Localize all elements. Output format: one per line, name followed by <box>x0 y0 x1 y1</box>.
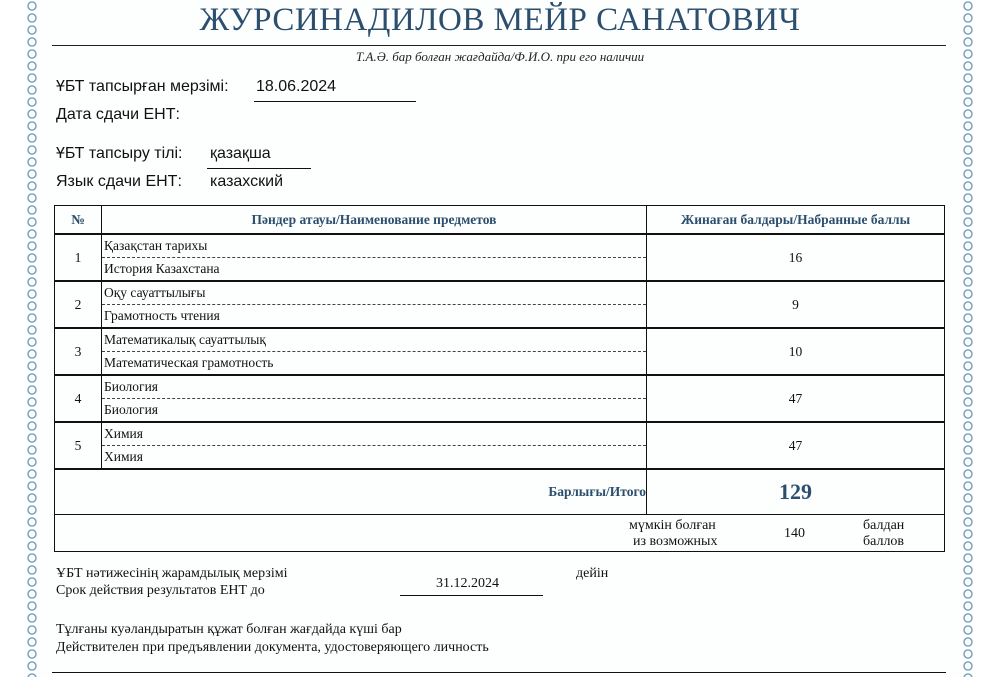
subject-name-kz: Математикалық сауаттылық <box>102 329 646 352</box>
exam-date-label-kz: ҰБТ тапсырған мерзімі: <box>56 78 229 95</box>
table-row <box>55 422 945 469</box>
max-row <box>55 515 945 552</box>
total-value: 129 <box>647 469 945 515</box>
subject-cell <box>102 234 647 281</box>
max-unit-ru: баллов <box>863 534 905 549</box>
subject-name-ru: История Казахстана <box>104 261 220 276</box>
full-name-caption: Т.А.Ә. бар болған жағдайда/Ф.И.О. при его наличии <box>355 49 645 64</box>
subject-name-ru: Грамотность чтения <box>104 308 220 323</box>
validity-label-ru: Срок действия результатов ЕНТ до <box>56 583 265 598</box>
exam-lang-value-ru: казахский <box>210 173 283 190</box>
row-num: 1 <box>55 234 102 281</box>
exam-lang-underline <box>207 168 311 169</box>
note-ru: Действителен при предъявлении документа, удостоверяющего личность <box>56 640 489 655</box>
subject-score: 47 <box>647 422 945 469</box>
header-score: Жинаған балдары/Набранные баллы <box>647 206 945 235</box>
max-label-kz: мүмкін болған <box>629 518 716 533</box>
row-num: 2 <box>55 281 102 328</box>
table-row <box>55 328 945 375</box>
title-underline <box>52 45 946 46</box>
subject-name-ru: Химия <box>104 449 143 464</box>
subject-cell <box>102 281 647 328</box>
validity-label-kz: ҰБТ нәтижесінің жарамдылық мерзімі <box>56 566 288 581</box>
header-subject: Пәндер атауы/Наименование предметов <box>102 206 647 235</box>
table-header-row <box>55 206 945 235</box>
exam-lang-label-kz: ҰБТ тапсыру тілі: <box>56 145 183 162</box>
total-label: Барлығы/Итого <box>55 469 647 515</box>
row-num: 5 <box>55 422 102 469</box>
subject-score: 10 <box>647 328 945 375</box>
table-row <box>55 234 945 281</box>
exam-lang-label-ru: Язык сдачи ЕНТ: <box>56 173 182 190</box>
subject-cell <box>102 328 647 375</box>
subject-score: 47 <box>647 375 945 422</box>
subject-score: 9 <box>647 281 945 328</box>
validity-date: 31.12.2024 <box>436 576 499 591</box>
header-num: № <box>55 206 102 235</box>
subject-score: 16 <box>647 234 945 281</box>
row-num: 4 <box>55 375 102 422</box>
subject-name-kz: Биология <box>102 376 646 399</box>
subject-cell <box>102 422 647 469</box>
subject-name-kz: Қазақстан тарихы <box>102 235 646 258</box>
table-row <box>55 375 945 422</box>
total-row <box>55 469 945 515</box>
subject-name-kz: Оқу сауаттылығы <box>102 282 646 305</box>
exam-date-label-ru: Дата сдачи ЕНТ: <box>56 106 180 123</box>
subject-name-ru: Математическая грамотность <box>104 355 274 370</box>
max-cell <box>55 515 945 552</box>
max-value: 140 <box>784 526 805 541</box>
validity-suffix-kz: дейін <box>576 566 609 581</box>
max-label-ru: из возможных <box>633 534 718 549</box>
ornamental-border-left <box>24 0 40 677</box>
exam-lang-value-kz: қазақша <box>210 145 271 162</box>
exam-date-underline <box>254 101 416 102</box>
bottom-rule <box>52 672 946 673</box>
subject-cell <box>102 375 647 422</box>
subject-name-kz: Химия <box>102 423 646 446</box>
ornamental-border-right <box>960 0 976 677</box>
full-name-title: ЖУРСИНАДИЛОВ МЕЙР САНАТОВИЧ <box>199 2 801 38</box>
max-unit-kz: балдан <box>863 518 905 533</box>
exam-date-value: 18.06.2024 <box>256 78 337 95</box>
table-row <box>55 281 945 328</box>
validity-date-underline <box>400 595 543 596</box>
note-kz: Тұлғаны куәландыратын құжат болған жағдайда күші бар <box>56 622 402 637</box>
row-num: 3 <box>55 328 102 375</box>
scores-table <box>54 205 945 552</box>
subject-name-ru: Биология <box>104 402 159 417</box>
